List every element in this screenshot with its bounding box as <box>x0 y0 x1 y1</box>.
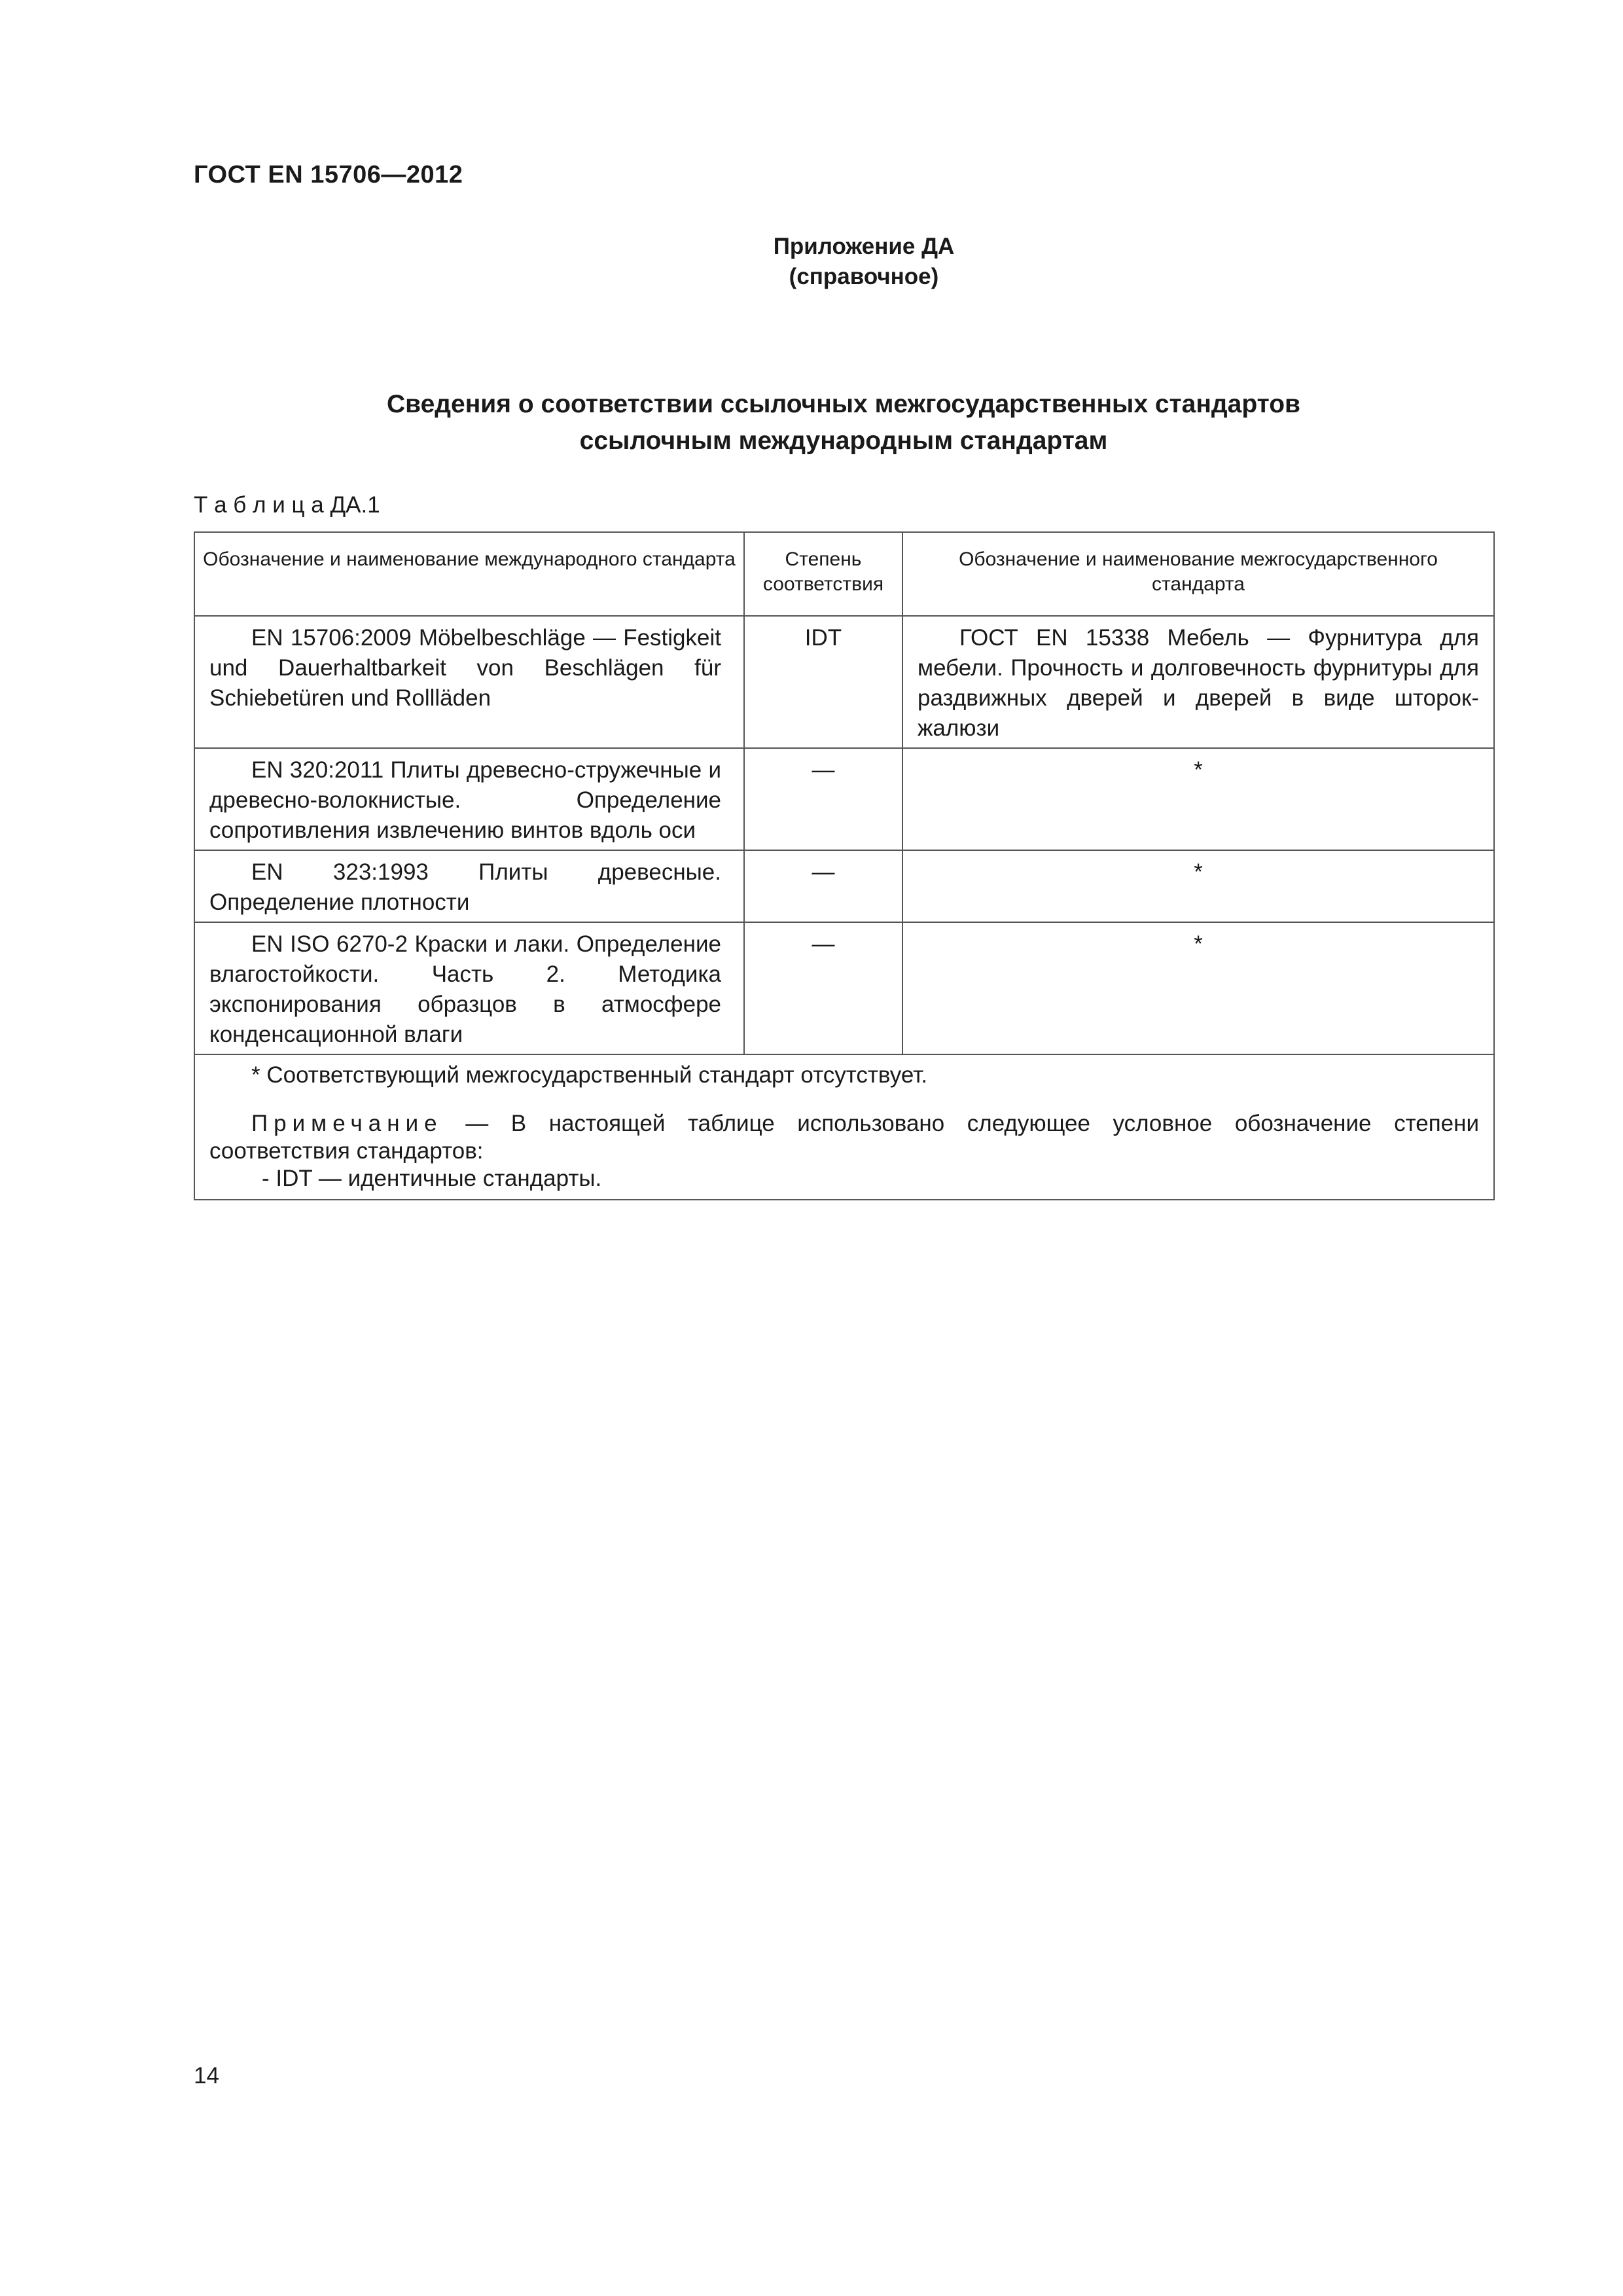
annex-type: (справочное) <box>789 264 939 289</box>
international-standard-cell: EN 320:2011 Плиты древесно-стружечные и древесно-волокнистые. Определение сопротивления извлечению винтов вдоль оси <box>194 748 744 850</box>
header-degree-of-correspondence: Степень соответствия <box>744 532 902 610</box>
table-header-row <box>194 532 1494 610</box>
table-row <box>194 850 1494 922</box>
interstate-standard-cell: * <box>902 922 1494 1054</box>
interstate-standard-cell: * <box>902 748 1494 850</box>
table-row <box>194 748 1494 850</box>
correspondence-table <box>194 531 1493 1200</box>
section-title <box>194 386 1493 459</box>
table-notes-cell <box>194 1054 1494 1200</box>
table-caption: Т а б л и ц а ДА.1 <box>194 492 380 518</box>
header-interstate-standard: Обозначение и наименование межгосударственного стандарта <box>902 532 1494 610</box>
header-rule-cell <box>902 610 1494 616</box>
interstate-standard-cell: ГОСТ EN 15338 Мебель — Фурнитура для мебели. Прочность и долговечность фурнитуры для раздвижных дверей и дверей в виде шторок-жалюзи <box>902 616 1494 748</box>
international-standard-cell: EN 323:1993 Плиты древесные. Определение плотности <box>194 850 744 922</box>
table-notes-row <box>194 1054 1494 1200</box>
section-title-line1: Сведения о соответствии ссылочных межгосударственных стандартов <box>386 390 1301 418</box>
international-standard-cell: EN ISO 6270-2 Краски и лаки. Определение влагостойкости. Часть 2. Методика экспонирования образцов в атмосфере конденсационной влаги <box>194 922 744 1054</box>
note-list-item: - IDT — идентичные стандарты. <box>262 1166 602 1191</box>
annex-heading <box>681 232 1047 292</box>
table-footnote: * Соответствующий межгосударственный стандарт отсутствует. <box>251 1062 928 1088</box>
international-standard-cell: EN 15706:2009 Möbelbeschläge — Festigkeit und Dauerhaltbarkeit von Beschlägen für Schiebetüren und Rollläden <box>194 616 744 748</box>
document-designation: ГОСТ EN 15706—2012 <box>194 161 463 188</box>
degree-cell: — <box>744 748 902 850</box>
note-text: — В настоящей таблице использовано следующее условное обозначение степени соответствия стандартов: <box>209 1111 1479 1164</box>
page-number: 14 <box>194 2063 219 2089</box>
degree-cell: — <box>744 922 902 1054</box>
table-row <box>194 922 1494 1054</box>
degree-cell: — <box>744 850 902 922</box>
header-double-rule <box>194 610 1494 616</box>
table-note <box>209 1110 1479 1165</box>
header-rule-cell <box>744 610 902 616</box>
table-row <box>194 616 1494 748</box>
header-rule-cell <box>194 610 744 616</box>
standards-table <box>194 531 1495 1200</box>
section-title-line2: ссылочным международным стандартам <box>579 427 1108 455</box>
header-international-standard: Обозначение и наименование международного стандарта <box>194 532 744 610</box>
interstate-standard-cell: * <box>902 850 1494 922</box>
note-label: Примечание <box>251 1111 443 1136</box>
degree-cell: IDT <box>744 616 902 748</box>
annex-title: Приложение ДА <box>773 234 955 259</box>
